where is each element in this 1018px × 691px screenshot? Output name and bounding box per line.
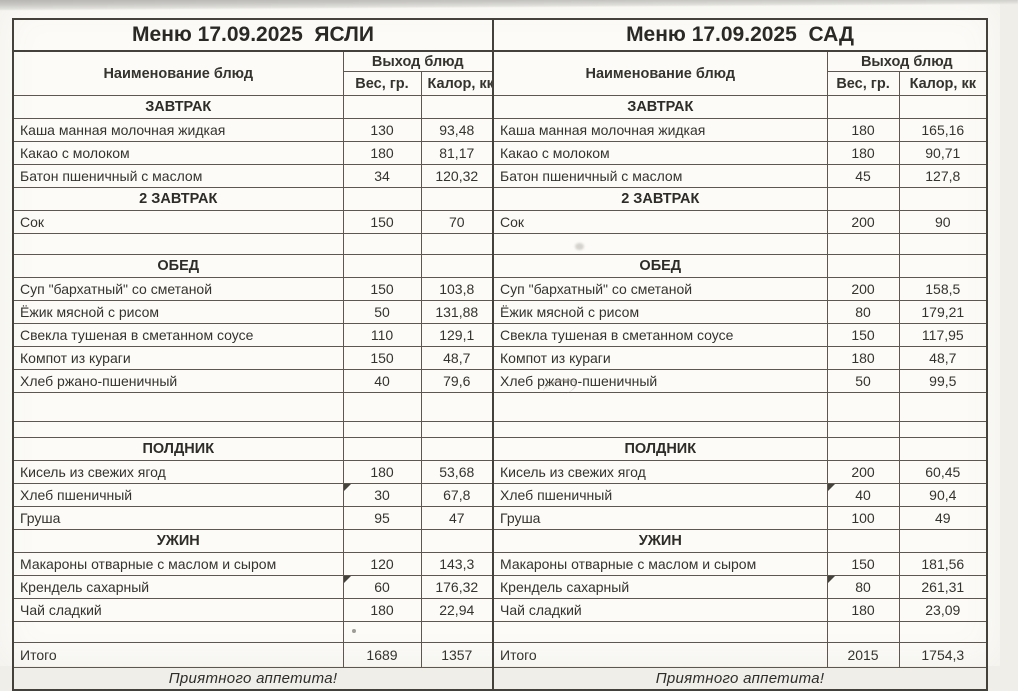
empty-row (493, 393, 987, 422)
dish-name: Компот из кураги (13, 347, 343, 370)
empty-cell (421, 96, 493, 119)
empty-cell (899, 622, 987, 643)
column-header-dishes: Наименование блюд (493, 51, 827, 96)
calories-value: 67,8 (421, 484, 493, 507)
section-title: ПОЛДНИК (493, 438, 827, 461)
column-header-weight: Вес, гр. (343, 72, 421, 96)
weight-value: 2015 (827, 643, 899, 668)
menu-item-row (13, 278, 493, 301)
weight-value: 50 (827, 370, 899, 393)
calories-value: 79,6 (421, 370, 493, 393)
empty-cell (827, 255, 899, 278)
title-row (493, 19, 987, 51)
weight-value: 60 (343, 576, 421, 599)
dish-name: Ёжик мясной с рисом (493, 301, 827, 324)
menu-item-row (493, 347, 987, 370)
menu-item-row (13, 484, 493, 507)
dish-name: Хлеб ржано-пшеничный (493, 370, 827, 393)
weight-value: 180 (827, 142, 899, 165)
menu-item-row (493, 119, 987, 142)
menu-table-yasli (12, 18, 494, 691)
empty-cell (493, 234, 827, 255)
calories-value: 48,7 (899, 347, 987, 370)
weight-value: 150 (827, 553, 899, 576)
empty-cell (343, 188, 421, 211)
calories-value: 131,88 (421, 301, 493, 324)
empty-cell (827, 438, 899, 461)
section-title: 2 ЗАВТРАК (13, 188, 343, 211)
menu-item-row (493, 165, 987, 188)
empty-cell (343, 438, 421, 461)
section-title: УЖИН (493, 530, 827, 553)
menu-item-row (493, 211, 987, 234)
calories-value: 70 (421, 211, 493, 234)
calories-value: 22,94 (421, 599, 493, 622)
column-header-calories: Калор, кк (899, 72, 987, 96)
menu-item-row (493, 599, 987, 622)
dish-name: Макароны отварные с маслом и сыром (493, 553, 827, 576)
calories-value: 181,56 (899, 553, 987, 576)
section-row (493, 255, 987, 278)
section-row (493, 438, 987, 461)
weight-value: 180 (343, 142, 421, 165)
menu-item-row (493, 576, 987, 599)
empty-cell (13, 393, 343, 422)
empty-cell (493, 393, 827, 422)
dish-name: Хлеб ржано-пшеничный (13, 370, 343, 393)
dish-name: Груша (13, 507, 343, 530)
calories-value: 1754,3 (899, 643, 987, 668)
empty-cell (421, 530, 493, 553)
header-row (493, 51, 987, 72)
weight-value: 180 (827, 119, 899, 142)
calories-value: 165,16 (899, 119, 987, 142)
menu-item-row (13, 301, 493, 324)
menu-footer: Приятного аппетита! (13, 668, 493, 691)
weight-value: 150 (827, 324, 899, 347)
empty-cell (493, 422, 827, 438)
dish-name: Каша манная молочная жидкая (493, 119, 827, 142)
empty-cell (421, 234, 493, 255)
section-row (13, 188, 493, 211)
empty-cell (343, 255, 421, 278)
weight-value: 1689 (343, 643, 421, 668)
menu-tables-container (12, 18, 988, 691)
dish-name: Чай сладкий (13, 599, 343, 622)
calories-value: 93,48 (421, 119, 493, 142)
weight-value: 180 (343, 461, 421, 484)
dish-name: Груша (493, 507, 827, 530)
dish-name: Батон пшеничный с маслом (493, 165, 827, 188)
weight-value: 45 (827, 165, 899, 188)
header-row (13, 51, 493, 72)
scan-edge-shadow (0, 0, 1018, 10)
weight-value: 180 (343, 599, 421, 622)
empty-cell (899, 234, 987, 255)
empty-row (13, 393, 493, 422)
empty-cell (421, 438, 493, 461)
column-header-calories: Калор, кк (421, 72, 493, 96)
weight-value: 30 (343, 484, 421, 507)
empty-cell (827, 234, 899, 255)
dish-name: Свекла тушеная в сметанном соусе (493, 324, 827, 347)
section-row (13, 96, 493, 119)
weight-value: 110 (343, 324, 421, 347)
menu-item-row (13, 553, 493, 576)
dish-name: Свекла тушеная в сметанном соусе (13, 324, 343, 347)
empty-cell (827, 188, 899, 211)
menu-item-row (13, 142, 493, 165)
empty-cell (421, 393, 493, 422)
empty-cell (13, 234, 343, 255)
dish-name: Батон пшеничный с маслом (13, 165, 343, 188)
calories-value: 158,5 (899, 278, 987, 301)
empty-cell (899, 393, 987, 422)
menu-item-row (13, 507, 493, 530)
total-row (13, 643, 493, 668)
weight-value: 150 (343, 278, 421, 301)
weight-value: 80 (827, 576, 899, 599)
dish-name: Итого (493, 643, 827, 668)
weight-value: 200 (827, 278, 899, 301)
dish-name: Макароны отварные с маслом и сыром (13, 553, 343, 576)
menu-item-row (13, 370, 493, 393)
dish-name: Крендель сахарный (493, 576, 827, 599)
calories-value: 90,4 (899, 484, 987, 507)
calories-value: 103,8 (421, 278, 493, 301)
column-header-output: Выход блюд (343, 51, 493, 72)
menu-item-row (13, 211, 493, 234)
weight-value: 200 (827, 461, 899, 484)
calories-value: 120,32 (421, 165, 493, 188)
menu-item-row (493, 553, 987, 576)
empty-row (493, 622, 987, 643)
empty-cell (343, 393, 421, 422)
empty-row (493, 422, 987, 438)
empty-row (13, 422, 493, 438)
column-header-weight: Вес, гр. (827, 72, 899, 96)
calories-value: 81,17 (421, 142, 493, 165)
dish-name: Хлеб пшеничный (493, 484, 827, 507)
empty-cell (827, 393, 899, 422)
calories-value: 48,7 (421, 347, 493, 370)
empty-cell (343, 622, 421, 643)
calories-value: 49 (899, 507, 987, 530)
section-title: ЗАВТРАК (493, 96, 827, 119)
dish-name: Компот из кураги (493, 347, 827, 370)
section-row (13, 530, 493, 553)
section-row (493, 530, 987, 553)
weight-value: 130 (343, 119, 421, 142)
calories-value: 90 (899, 211, 987, 234)
menu-item-row (13, 165, 493, 188)
dish-name: Чай сладкий (493, 599, 827, 622)
dish-name: Итого (13, 643, 343, 668)
empty-cell (421, 422, 493, 438)
dish-name: Крендель сахарный (13, 576, 343, 599)
calories-value: 179,21 (899, 301, 987, 324)
weight-value: 40 (343, 370, 421, 393)
dish-name: Кисель из свежих ягод (13, 461, 343, 484)
menu-item-row (493, 484, 987, 507)
dish-name: Сок (493, 211, 827, 234)
weight-value: 95 (343, 507, 421, 530)
section-row (13, 438, 493, 461)
empty-cell (343, 234, 421, 255)
dish-name: Суп "бархатный" со сметаной (13, 278, 343, 301)
empty-row (13, 234, 493, 255)
dish-name: Каша манная молочная жидкая (13, 119, 343, 142)
weight-value: 120 (343, 553, 421, 576)
total-row (493, 643, 987, 668)
section-title: ОБЕД (493, 255, 827, 278)
dish-name: Кисель из свежих ягод (493, 461, 827, 484)
empty-cell (343, 530, 421, 553)
menu-table-sad (492, 18, 988, 691)
section-title: ПОЛДНИК (13, 438, 343, 461)
calories-value: 60,45 (899, 461, 987, 484)
empty-cell (899, 438, 987, 461)
menu-footer: Приятного аппетита! (493, 668, 987, 691)
weight-value: 100 (827, 507, 899, 530)
section-row (493, 96, 987, 119)
empty-cell (827, 96, 899, 119)
empty-cell (827, 622, 899, 643)
weight-value: 150 (343, 211, 421, 234)
empty-cell (13, 422, 343, 438)
dish-name: Сок (13, 211, 343, 234)
calories-value: 90,71 (899, 142, 987, 165)
empty-cell (493, 622, 827, 643)
empty-cell (899, 530, 987, 553)
footer-row (493, 668, 987, 691)
empty-cell (899, 188, 987, 211)
empty-cell (899, 422, 987, 438)
menu-item-row (13, 324, 493, 347)
section-title: ОБЕД (13, 255, 343, 278)
menu-item-row (493, 301, 987, 324)
dish-name: Какао с молоком (13, 142, 343, 165)
menu-item-row (13, 599, 493, 622)
weight-value: 40 (827, 484, 899, 507)
menu-item-row (493, 507, 987, 530)
empty-cell (343, 422, 421, 438)
menu-item-row (13, 461, 493, 484)
empty-row (493, 234, 987, 255)
calories-value: 47 (421, 507, 493, 530)
empty-cell (827, 530, 899, 553)
menu-title: Меню 17.09.2025 САД (493, 19, 987, 51)
column-header-output: Выход блюд (827, 51, 987, 72)
menu-item-row (13, 576, 493, 599)
calories-value: 117,95 (899, 324, 987, 347)
dish-name: Хлеб пшеничный (13, 484, 343, 507)
section-row (13, 255, 493, 278)
menu-item-row (493, 324, 987, 347)
footer-row (13, 668, 493, 691)
empty-cell (421, 255, 493, 278)
weight-value: 150 (343, 347, 421, 370)
menu-title: Меню 17.09.2025 ЯСЛИ (13, 19, 493, 51)
menu-item-row (13, 119, 493, 142)
section-row (493, 188, 987, 211)
calories-value: 99,5 (899, 370, 987, 393)
section-title: УЖИН (13, 530, 343, 553)
title-row (13, 19, 493, 51)
dish-name: Ёжик мясной с рисом (13, 301, 343, 324)
weight-value: 34 (343, 165, 421, 188)
menu-item-row (493, 370, 987, 393)
empty-cell (343, 96, 421, 119)
calories-value: 127,8 (899, 165, 987, 188)
menu-item-row (493, 142, 987, 165)
empty-cell (421, 622, 493, 643)
dish-name: Суп "бархатный" со сметаной (493, 278, 827, 301)
menu-item-row (13, 347, 493, 370)
empty-cell (13, 622, 343, 643)
menu-item-row (493, 278, 987, 301)
dish-name: Какао с молоком (493, 142, 827, 165)
weight-value: 200 (827, 211, 899, 234)
weight-value: 80 (827, 301, 899, 324)
menu-item-row (493, 461, 987, 484)
empty-row (13, 622, 493, 643)
section-title: 2 ЗАВТРАК (493, 188, 827, 211)
section-title: ЗАВТРАК (13, 96, 343, 119)
calories-value: 176,32 (421, 576, 493, 599)
weight-value: 50 (343, 301, 421, 324)
weight-value: 180 (827, 347, 899, 370)
empty-cell (421, 188, 493, 211)
calories-value: 143,3 (421, 553, 493, 576)
empty-cell (899, 96, 987, 119)
weight-value: 180 (827, 599, 899, 622)
calories-value: 53,68 (421, 461, 493, 484)
calories-value: 261,31 (899, 576, 987, 599)
empty-cell (827, 422, 899, 438)
empty-cell (899, 255, 987, 278)
calories-value: 1357 (421, 643, 493, 668)
calories-value: 129,1 (421, 324, 493, 347)
calories-value: 23,09 (899, 599, 987, 622)
column-header-dishes: Наименование блюд (13, 51, 343, 96)
